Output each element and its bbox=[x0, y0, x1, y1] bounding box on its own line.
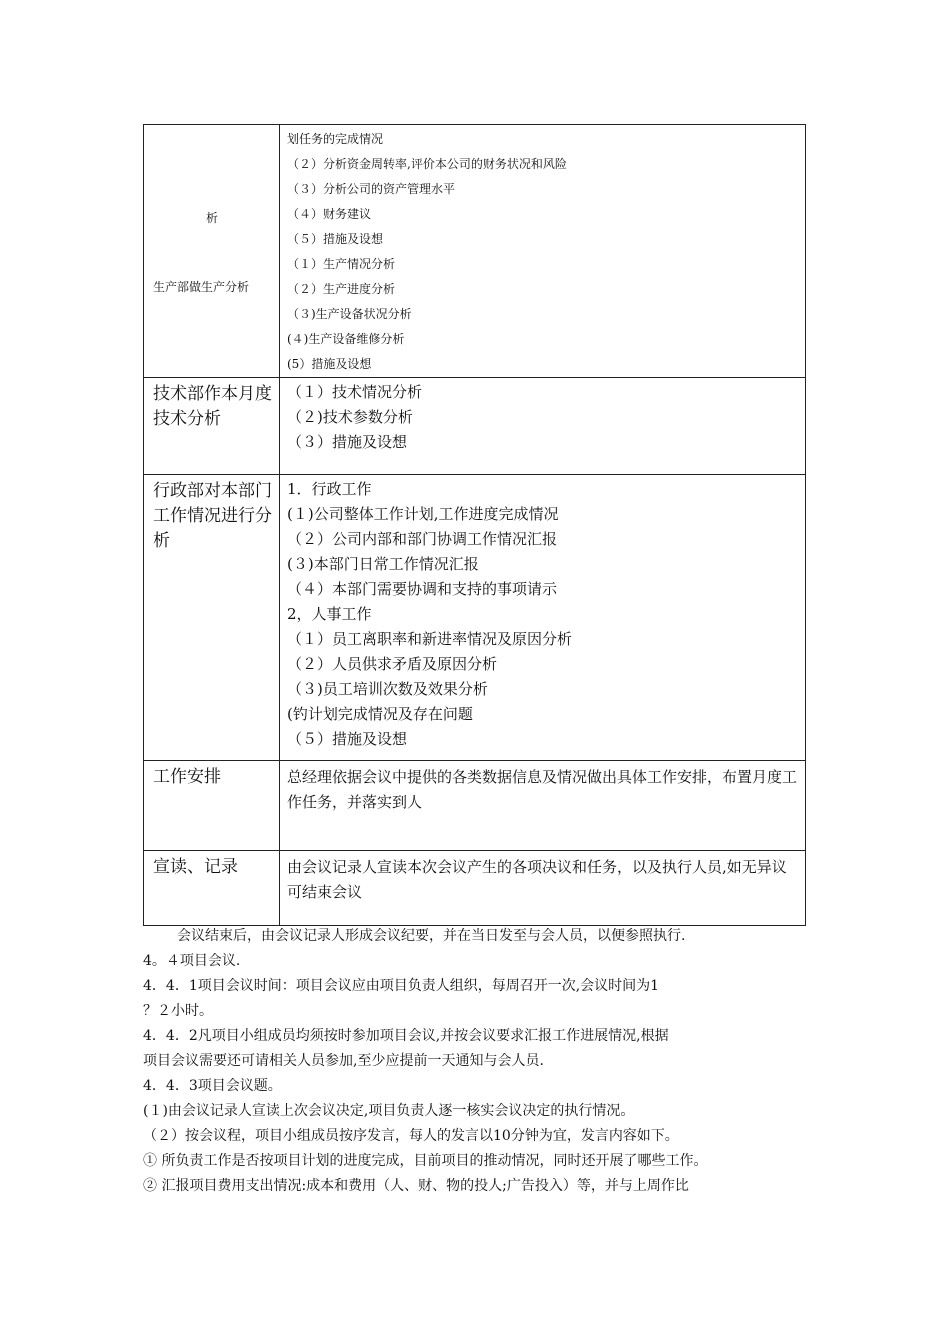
row-label-cell bbox=[144, 475, 280, 761]
row-content-cell bbox=[280, 378, 806, 475]
content-line: 2，人事工作 bbox=[287, 605, 372, 623]
row-label-fragment: 析 bbox=[206, 211, 219, 225]
content-line: （２）公司内部和部门协调工作情况汇报 bbox=[287, 530, 558, 548]
row-label: 行政部对本部门工作情况进行分析 bbox=[153, 481, 272, 551]
row-content-cell bbox=[280, 475, 806, 761]
table-row bbox=[144, 851, 806, 926]
paragraph: ？２小时。 bbox=[143, 1003, 213, 1019]
content-line: (5）措施及设想 bbox=[287, 357, 372, 371]
paragraph: 4．4．2凡项目小组成员均须按时参加项目会议,并按会议要求汇报工作进展情况,根据 bbox=[143, 1028, 669, 1044]
row-label-cell bbox=[144, 378, 280, 475]
row-content-cell bbox=[280, 851, 806, 926]
content-line: （１）技术情况分析 bbox=[287, 383, 423, 401]
table-row bbox=[144, 761, 806, 851]
content-line: （３)生产设备状况分析 bbox=[287, 307, 412, 321]
content-line: （１）生产情况分析 bbox=[287, 257, 396, 271]
paragraph: 项目会议需要还可请相关人员参加,至少应提前一天通知与会人员. bbox=[143, 1053, 544, 1069]
content-line: （２)技术参数分析 bbox=[287, 408, 413, 426]
row-label-cell bbox=[144, 761, 280, 851]
paragraph: ① 所负责工作是否按项目计划的进度完成，目前项目的推动情况，同时还开展了哪些工作。 bbox=[143, 1153, 708, 1169]
content-line: （５）措施及设想 bbox=[287, 730, 408, 748]
row-label-cell bbox=[144, 125, 280, 378]
content-line: (３)本部门日常工作情况汇报 bbox=[287, 555, 479, 573]
content-line: （２）生产进度分析 bbox=[287, 282, 396, 296]
row-label-cell bbox=[144, 851, 280, 926]
table-row bbox=[144, 475, 806, 761]
row-label: 生产部做生产分析 bbox=[153, 280, 250, 294]
body-text bbox=[143, 924, 823, 1199]
row-label: 宣读、记录 bbox=[153, 857, 238, 877]
content-line: （３)员工培训次数及效果分析 bbox=[287, 680, 488, 698]
content-line: （３）措施及设想 bbox=[287, 433, 408, 451]
row-label: 工作安排 bbox=[153, 767, 221, 787]
row-label: 技术部作本月度技术分析 bbox=[153, 384, 272, 429]
row-text: 总经理依据会议中提供的各类数据信息及情况做出具体工作安排，布置月度工作任务，并落实到人 bbox=[287, 768, 798, 811]
content-lines bbox=[280, 125, 805, 377]
content-line: (１)公司整体工作计划,工作进度完成情况 bbox=[287, 505, 559, 523]
content-line: （４）本部门需要协调和支持的事项请示 bbox=[287, 580, 558, 598]
paragraph: （２）按会议程，项目小组成员按序发言，每人的发言以10分钟为宜，发言内容如下。 bbox=[143, 1128, 679, 1144]
table-row bbox=[144, 378, 806, 475]
content-line: （１）员工离职率和新进率情况及原因分析 bbox=[287, 630, 573, 648]
paragraph: (１)由会议记录人宣读上次会议决定,项目负责人逐一核实会议决定的执行情况。 bbox=[143, 1103, 635, 1119]
table-row bbox=[144, 125, 806, 378]
content-line: 划任务的完成情况 bbox=[287, 132, 384, 146]
content-line: （４）财务建议 bbox=[287, 207, 372, 221]
content-line: （３）分析公司的资产管理水平 bbox=[287, 182, 456, 196]
content-lines bbox=[280, 378, 805, 455]
paragraph: ② 汇报项目费用支出情况:成本和费用（人、财、物的投人;广告投入）等，并与上周作比 bbox=[143, 1178, 689, 1194]
row-content-cell bbox=[280, 761, 806, 851]
content-line: (４)生产设备维修分析 bbox=[287, 332, 405, 346]
content-line: （５）措施及设想 bbox=[287, 232, 384, 246]
section-heading: 4．4．3项目会议题。 bbox=[143, 1078, 282, 1094]
paragraph: 会议结束后，由会议记录人形成会议纪要，并在当日发至与会人员，以便参照执行. bbox=[177, 928, 686, 944]
content-line: 1．行政工作 bbox=[287, 480, 372, 498]
row-content-cell bbox=[280, 125, 806, 378]
content-line: （２）人员供求矛盾及原因分析 bbox=[287, 655, 498, 673]
content-lines bbox=[280, 475, 805, 752]
meeting-agenda-table bbox=[143, 124, 806, 926]
paragraph: 4．4．1项目会议时间：项目会议应由项目负责人组织，每周召开一次,会议时间为1 bbox=[143, 978, 660, 994]
section-heading: 4。４项目会议. bbox=[143, 953, 241, 969]
content-line: （２）分析资金周转率,评价本公司的财务状况和风险 bbox=[287, 157, 567, 171]
content-line: (钓计划完成情况及存在问题 bbox=[287, 705, 473, 723]
row-text: 由会议记录人宣读本次会议产生的各项决议和任务，以及执行人员,如无异议可结束会议 bbox=[287, 858, 787, 901]
